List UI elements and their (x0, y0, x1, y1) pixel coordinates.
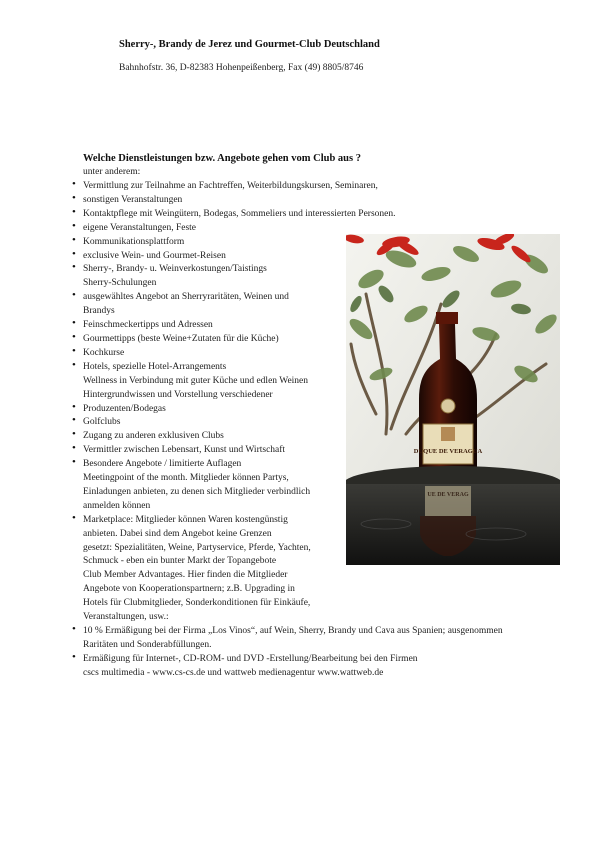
service-item-line: • Produzenten/Bodegas (83, 403, 166, 414)
service-item-line: anbieten. Dabei sind dem Angebot keine Grenzen (83, 528, 272, 539)
service-item-line: • sonstigen Veranstaltungen (83, 194, 183, 205)
service-item-line: Veranstaltungen, usw.: (83, 612, 169, 623)
service-item (71, 625, 503, 653)
service-item-line: Einladungen anbieten, zu denen sich Mitglieder verbindlich (83, 486, 311, 497)
service-item-line: • Golfclubs (83, 417, 121, 428)
service-item-line: Schmuck - eben ein bunter Markt der Topangebote (83, 556, 277, 567)
service-item-line: Hintergrundwissen und Vorstellung verschiedener (83, 389, 273, 400)
service-item-line: • exclusive Wein- und Gourmet-Reisen (83, 250, 226, 261)
bottle-label: DUQUE DE VERAGUA (413, 448, 483, 455)
section-intro: unter anderem: (83, 167, 141, 177)
service-item-line: Hotels für Clubmitglieder, Sonderkonditionen für Einkäufe, (83, 598, 311, 609)
service-item-line: • Kontaktpflege mit Weingütern, Bodegas, Sommeliers und interessierten Personen. (83, 208, 396, 219)
service-item-line: • ausgewähltes Angebot an Sherryraritäten, Weinen und (83, 292, 289, 303)
service-item-line: • Zugang zu anderen exklusiven Clubs (83, 431, 224, 442)
service-item-line: • eigene Veranstaltungen, Feste (83, 222, 196, 233)
service-item (71, 208, 503, 222)
service-item-line: • Ermäßigung für Internet-, CD-ROM- und DVD -Erstellung/Bearbeitung bei den Firmen (83, 653, 418, 664)
service-item-line: • Vermittler zwischen Lebensart, Kunst und Wirtschaft (83, 445, 286, 456)
service-item-line: Brandys (83, 306, 115, 317)
service-item-line: Meetingpoint of the month. Mitglieder können Partys, (83, 473, 289, 484)
service-item-line: • 10 % Ermäßigung bei der Firma „Los Vinos“, auf Wein, Sherry, Brandy und Cava aus Spanien; ausgenommen (83, 626, 503, 636)
service-item-line: • Vermittlung zur Teilnahme an Fachtreffen, Weiterbildungskursen, Seminaren, (83, 181, 378, 191)
service-item-line: Angebote von Kooperationspartnern; z.B. Upgrading in (83, 584, 295, 595)
service-item-line: • Sherry-, Brandy- u. Weinverkostungen/Taistings (83, 264, 267, 275)
service-item-line: • Kommunikationsplattform (83, 236, 185, 247)
service-item-line: Sherry-Schulungen (83, 278, 157, 289)
club-address: Bahnhofstr. 36, D-82383 Hohenpeißenberg, Fax (49) 8805/8746 (119, 63, 364, 73)
service-item-line: Raritäten und Sonderabfüllungen. (83, 639, 212, 650)
service-item-line: • Hotels, spezielle Hotel-Arrangements (83, 361, 227, 372)
reflection-label: UE DE VERAG (427, 492, 469, 498)
service-item-line: Wellness in Verbindung mit guter Küche und edlen Weinen (83, 375, 309, 386)
service-item-line: • Gourmettipps (beste Weine+Zutaten für die Küche) (83, 333, 279, 344)
service-item (71, 194, 503, 208)
service-item (71, 653, 503, 681)
section-question: Welche Dienstleistungen bzw. Angebote gehen vom Club aus ? (83, 153, 361, 164)
photo-illustration (346, 234, 560, 565)
service-item-line: Club Member Advantages. Hier finden die Mitglieder (83, 570, 288, 581)
service-item-line: • Kochkurse (83, 347, 125, 358)
service-item-line: anmelden können (83, 500, 151, 511)
service-item-line: gesetzt: Spezialitäten, Weine, Partyservice, Pferde, Yachten, (83, 542, 311, 553)
service-item-line: • Feinschmeckertipps und Adressen (83, 320, 213, 331)
service-item-line: cscs multimedia - www.cs-cs.de und wattweb medienagentur www.wattweb.de (83, 667, 384, 678)
brandy-bottle-photo (346, 234, 560, 565)
service-item-line: • Marketplace: Mitglieder können Waren kostengünstig (83, 514, 288, 525)
club-title: Sherry-, Brandy de Jerez und Gourmet-Club Deutschland (119, 39, 380, 50)
service-item-line: • Besondere Angebote / limitierte Auflagen (83, 459, 242, 470)
service-item (71, 180, 503, 194)
